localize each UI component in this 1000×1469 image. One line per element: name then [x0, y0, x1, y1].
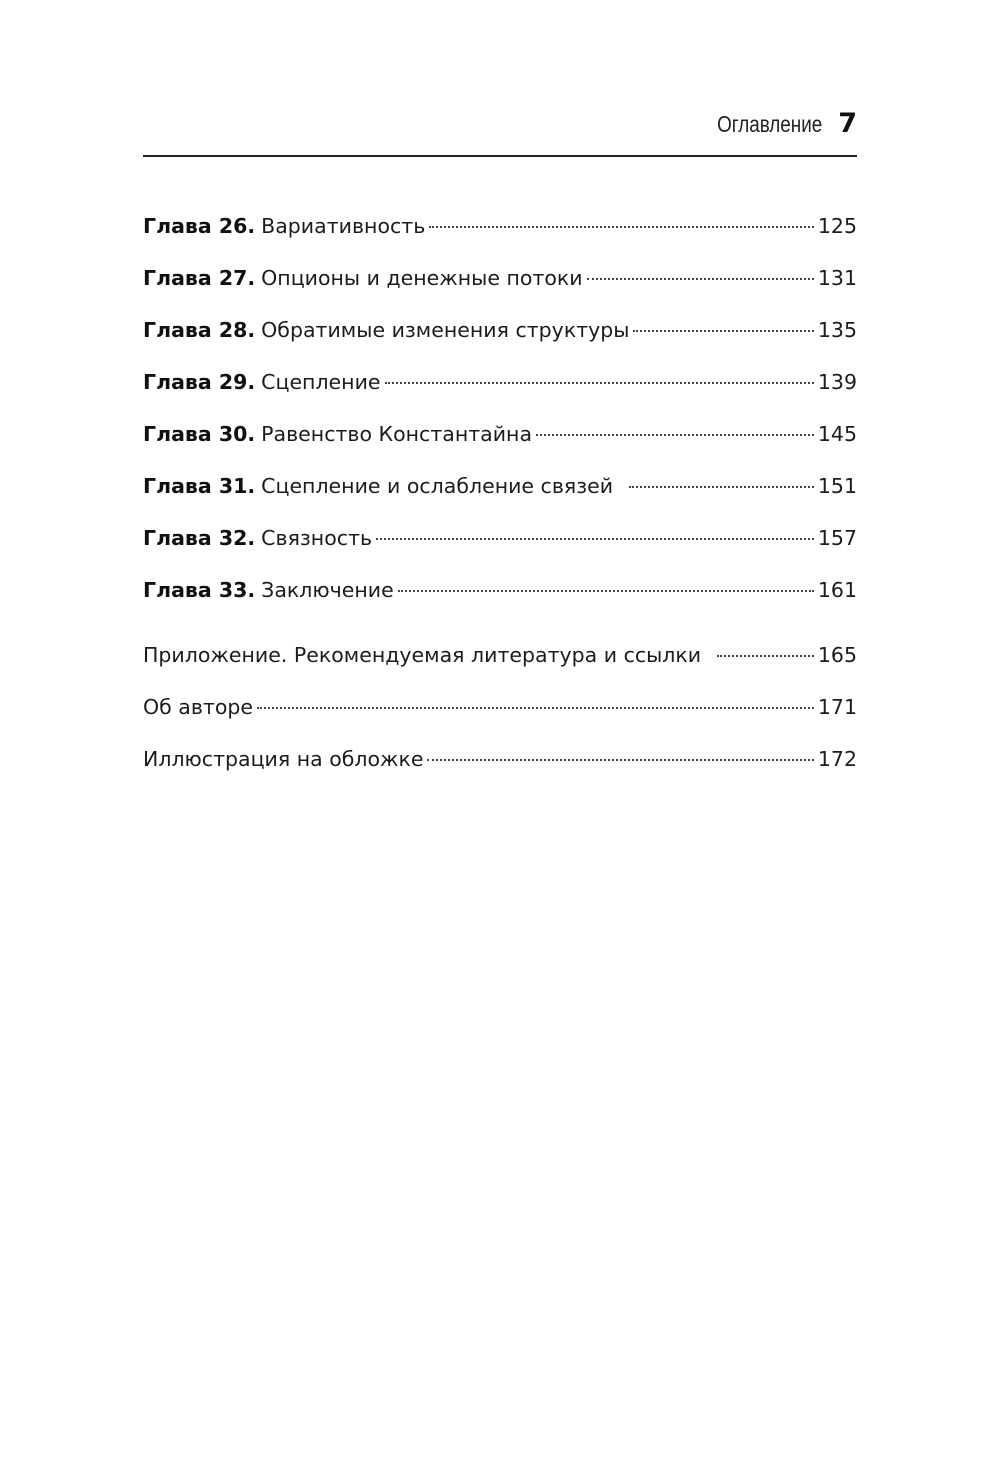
toc-chapter-title: Обратимые изменения структуры: [261, 318, 630, 342]
running-title: Оглавление: [717, 111, 823, 137]
toc-entry-title: Приложение. Рекомендуемая литература и ссылки: [143, 643, 702, 667]
dot-leader: [536, 434, 814, 436]
toc-entry-chapter-33[interactable]: [143, 575, 857, 605]
toc-entry-title: Об авторе: [143, 695, 254, 719]
toc-page-number: 151: [817, 474, 857, 498]
dot-leader: [429, 226, 814, 228]
toc-entry-chapter-27[interactable]: [143, 263, 857, 293]
toc-chapter-title: Связность: [261, 526, 373, 550]
toc-chapter-title: Заключение: [261, 578, 394, 602]
toc-page-number: 171: [817, 695, 857, 719]
dot-leader: [398, 590, 814, 592]
toc-entry-chapter-31[interactable]: [143, 471, 857, 501]
toc-chapter-label: Глава 30.: [143, 422, 256, 446]
toc-chapter-title: Равенство Константайна: [261, 422, 533, 446]
toc-page-number: 145: [817, 422, 857, 446]
toc-entry-appendix[interactable]: [143, 640, 857, 670]
toc-entry-title: Иллюстрация на обложке: [143, 747, 424, 771]
dot-leader: [629, 486, 814, 488]
toc-entry-chapter-32[interactable]: [143, 523, 857, 553]
dot-leader: [376, 538, 814, 540]
toc-chapter-label: Глава 29.: [143, 370, 256, 394]
toc-chapter-label: Глава 28.: [143, 318, 256, 342]
dot-leader: [257, 707, 814, 709]
toc-page-number: 161: [817, 578, 857, 602]
toc-page-number: 135: [817, 318, 857, 342]
header-rule: [143, 155, 857, 157]
running-head: [143, 108, 857, 154]
toc-chapter-label: Глава 27.: [143, 266, 256, 290]
toc-entry-cover-illustration[interactable]: [143, 744, 857, 774]
toc-page-number: 165: [817, 643, 857, 667]
toc-chapter-title: Сцепление и ослабление связей: [261, 474, 614, 498]
toc-chapter-label: Глава 33.: [143, 578, 256, 602]
toc-chapter-label: Глава 32.: [143, 526, 256, 550]
dot-leader: [427, 759, 813, 761]
toc-chapter-title: Сцепление: [261, 370, 381, 394]
toc-entry-chapter-28[interactable]: [143, 315, 857, 345]
toc-chapter-title: Вариативность: [261, 214, 426, 238]
toc-chapter-label: Глава 31.: [143, 474, 256, 498]
toc-entry-chapter-29[interactable]: [143, 367, 857, 397]
toc-entry-about-author[interactable]: [143, 692, 857, 722]
toc-entry-chapter-26[interactable]: [143, 211, 857, 241]
toc-page-number: 131: [817, 266, 857, 290]
toc-page-number: 125: [817, 214, 857, 238]
dot-leader: [717, 655, 814, 657]
toc-page-number: 157: [817, 526, 857, 550]
page-number: 7: [838, 108, 857, 139]
toc-chapter-title: Опционы и денежные потоки: [261, 266, 583, 290]
dot-leader: [587, 278, 814, 280]
toc-chapter-label: Глава 26.: [143, 214, 256, 238]
toc-entry-chapter-30[interactable]: [143, 419, 857, 449]
dot-leader: [633, 330, 813, 332]
dot-leader: [385, 382, 814, 384]
toc-page-number: 172: [817, 747, 857, 771]
toc-page-number: 139: [817, 370, 857, 394]
